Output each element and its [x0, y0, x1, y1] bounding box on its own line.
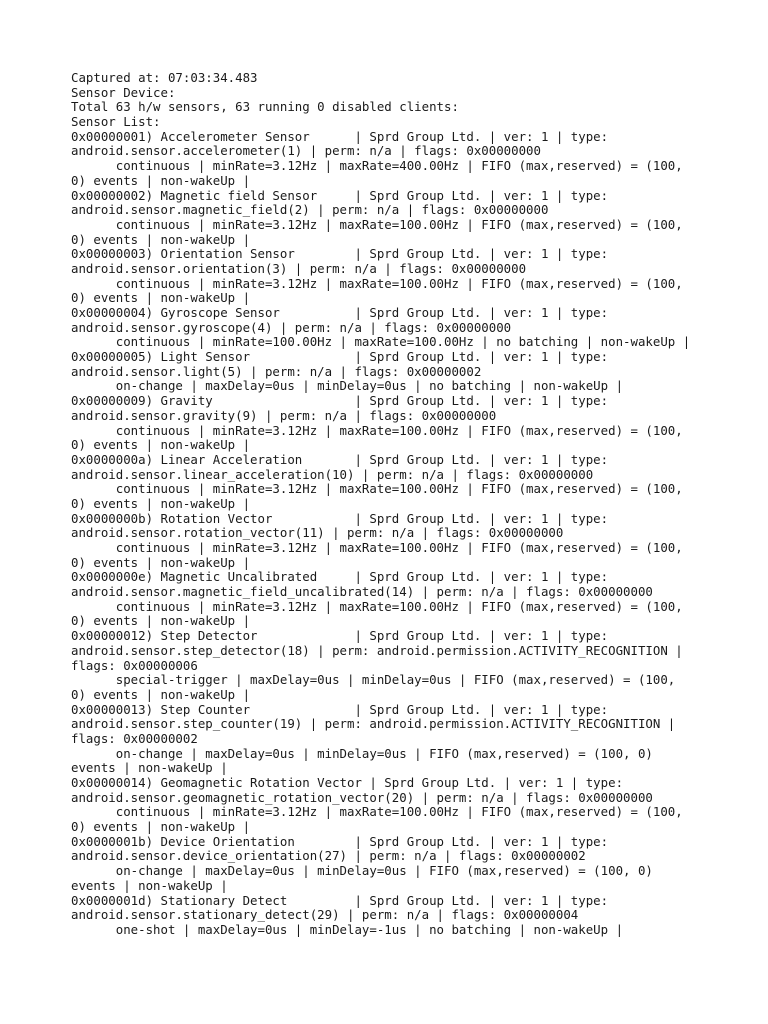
- text-line: events | non-wakeUp |: [71, 760, 228, 776]
- text-line: 0x00000004) Gyroscope Sensor | Sprd Group Ltd. | ver: 1 | type:: [71, 305, 609, 320]
- sensor-dump-text: [71, 71, 761, 938]
- text-line: 0x0000001b) Device Orientation | Sprd Group Ltd. | ver: 1 | type:: [71, 833, 609, 849]
- text-line: continuous | minRate=3.12Hz | maxRate=100.00Hz | FIFO (max,reserved) = (100,: [71, 804, 683, 820]
- text-line: android.sensor.device_orientation(27) | perm: n/a | flags: 0x00000002: [71, 848, 586, 864]
- text-line: android.sensor.orientation(3) | perm: n/a | flags: 0x00000000: [71, 260, 527, 276]
- text-line: 0) events | non-wakeUp |: [71, 437, 251, 453]
- text-line: 0) events | non-wakeUp |: [71, 172, 251, 188]
- text-line: on-change | maxDelay=0us | minDelay=0us | FIFO (max,reserved) = (100, 0): [71, 745, 653, 761]
- text-line: 0) events | non-wakeUp |: [71, 231, 251, 247]
- text-line: continuous | minRate=100.00Hz | maxRate=100.00Hz | no batching | non-wakeUp |: [71, 334, 691, 350]
- text-line: android.sensor.magnetic_field_uncalibrated(14) | perm: n/a | flags: 0x00000000: [71, 584, 653, 600]
- text-line: android.sensor.geomagnetic_rotation_vector(20) | perm: n/a | flags: 0x00000000: [71, 789, 653, 805]
- text-line: android.sensor.rotation_vector(11) | perm: n/a | flags: 0x00000000: [71, 525, 564, 541]
- text-line: 0x0000000e) Magnetic Uncalibrated | Sprd Group Ltd. | ver: 1 | type:: [71, 569, 609, 585]
- text-line: 0) events | non-wakeUp |: [71, 290, 251, 306]
- text-line: 0x00000012) Step Detector | Sprd Group Ltd. | ver: 1 | type:: [71, 628, 609, 644]
- text-line: 0) events | non-wakeUp |: [71, 613, 251, 629]
- text-line: android.sensor.accelerometer(1) | perm: n/a | flags: 0x00000000: [71, 143, 541, 159]
- text-line: flags: 0x00000002: [71, 730, 198, 746]
- text-line: one-shot | maxDelay=0us | minDelay=-1us | no batching | non-wakeUp |: [71, 921, 624, 937]
- text-line: android.sensor.gravity(9) | perm: n/a | flags: 0x00000000: [71, 407, 497, 423]
- text-line: 0) events | non-wakeUp |: [71, 495, 251, 511]
- text-line: events | non-wakeUp |: [71, 877, 228, 893]
- text-line: 0x0000000a) Linear Acceleration | Sprd Group Ltd. | ver: 1 | type:: [71, 451, 609, 467]
- text-line: Sensor List:: [71, 114, 161, 130]
- text-line: 0x0000001d) Stationary Detect | Sprd Group Ltd. | ver: 1 | type:: [71, 892, 609, 908]
- text-line: continuous | minRate=3.12Hz | maxRate=100.00Hz | FIFO (max,reserved) = (100,: [71, 481, 683, 497]
- text-line: android.sensor.light(5) | perm: n/a | flags: 0x00000002: [71, 363, 482, 379]
- text-line: continuous | minRate=3.12Hz | maxRate=100.00Hz | FIFO (max,reserved) = (100,: [71, 216, 683, 232]
- text-line: Sensor Device:: [71, 84, 176, 100]
- text-line: flags: 0x00000006: [71, 657, 198, 673]
- text-line: special-trigger | maxDelay=0us | minDelay=0us | FIFO (max,reserved) = (100,: [71, 672, 676, 688]
- text-line: 0) events | non-wakeUp |: [71, 554, 251, 570]
- text-line: continuous | minRate=3.12Hz | maxRate=400.00Hz | FIFO (max,reserved) = (100,: [71, 158, 683, 174]
- text-line: 0x00000001) Accelerometer Sensor | Sprd Group Ltd. | ver: 1 | type:: [71, 128, 609, 144]
- text-line: android.sensor.linear_acceleration(10) | perm: n/a | flags: 0x00000000: [71, 466, 594, 482]
- text-line: continuous | minRate=3.12Hz | maxRate=100.00Hz | FIFO (max,reserved) = (100,: [71, 275, 683, 291]
- text-line: continuous | minRate=3.12Hz | maxRate=100.00Hz | FIFO (max,reserved) = (100,: [71, 540, 683, 555]
- text-line: 0) events | non-wakeUp |: [71, 819, 251, 835]
- text-line: 0x00000009) Gravity | Sprd Group Ltd. | ver: 1 | type:: [71, 393, 609, 409]
- text-line: on-change | maxDelay=0us | minDelay=0us | no batching | non-wakeUp |: [71, 378, 624, 394]
- text-line: android.sensor.step_detector(18) | perm: android.permission.ACTIVITY_RECOGNITION |: [71, 642, 683, 658]
- text-line: 0x0000000b) Rotation Vector | Sprd Group Ltd. | ver: 1 | type:: [71, 510, 609, 526]
- text-line: on-change | maxDelay=0us | minDelay=0us | FIFO (max,reserved) = (100, 0): [71, 863, 653, 879]
- text-line: 0x00000005) Light Sensor | Sprd Group Ltd. | ver: 1 | type:: [71, 349, 609, 365]
- text-line: android.sensor.magnetic_field(2) | perm: n/a | flags: 0x00000000: [71, 202, 549, 218]
- text-line: 0) events | non-wakeUp |: [71, 686, 251, 702]
- text-line: 0x00000014) Geomagnetic Rotation Vector | Sprd Group Ltd. | ver: 1 | type:: [71, 775, 624, 790]
- text-line: continuous | minRate=3.12Hz | maxRate=100.00Hz | FIFO (max,reserved) = (100,: [71, 598, 683, 614]
- text-line: android.sensor.step_counter(19) | perm: android.permission.ACTIVITY_RECOGNITION |: [71, 716, 676, 732]
- text-line: continuous | minRate=3.12Hz | maxRate=100.00Hz | FIFO (max,reserved) = (100,: [71, 422, 683, 438]
- text-line: android.sensor.gyroscope(4) | perm: n/a | flags: 0x00000000: [71, 319, 512, 335]
- text-line: android.sensor.stationary_detect(29) | perm: n/a | flags: 0x00000004: [71, 907, 579, 923]
- text-line: Total 63 h/w sensors, 63 running 0 disabled clients:: [71, 99, 459, 115]
- text-line: 0x00000003) Orientation Sensor | Sprd Group Ltd. | ver: 1 | type:: [71, 246, 609, 262]
- text-line: 0x00000002) Magnetic field Sensor | Sprd Group Ltd. | ver: 1 | type:: [71, 187, 609, 203]
- text-line: Captured at: 07:03:34.483: [71, 70, 258, 85]
- text-line: 0x00000013) Step Counter | Sprd Group Ltd. | ver: 1 | type:: [71, 701, 609, 717]
